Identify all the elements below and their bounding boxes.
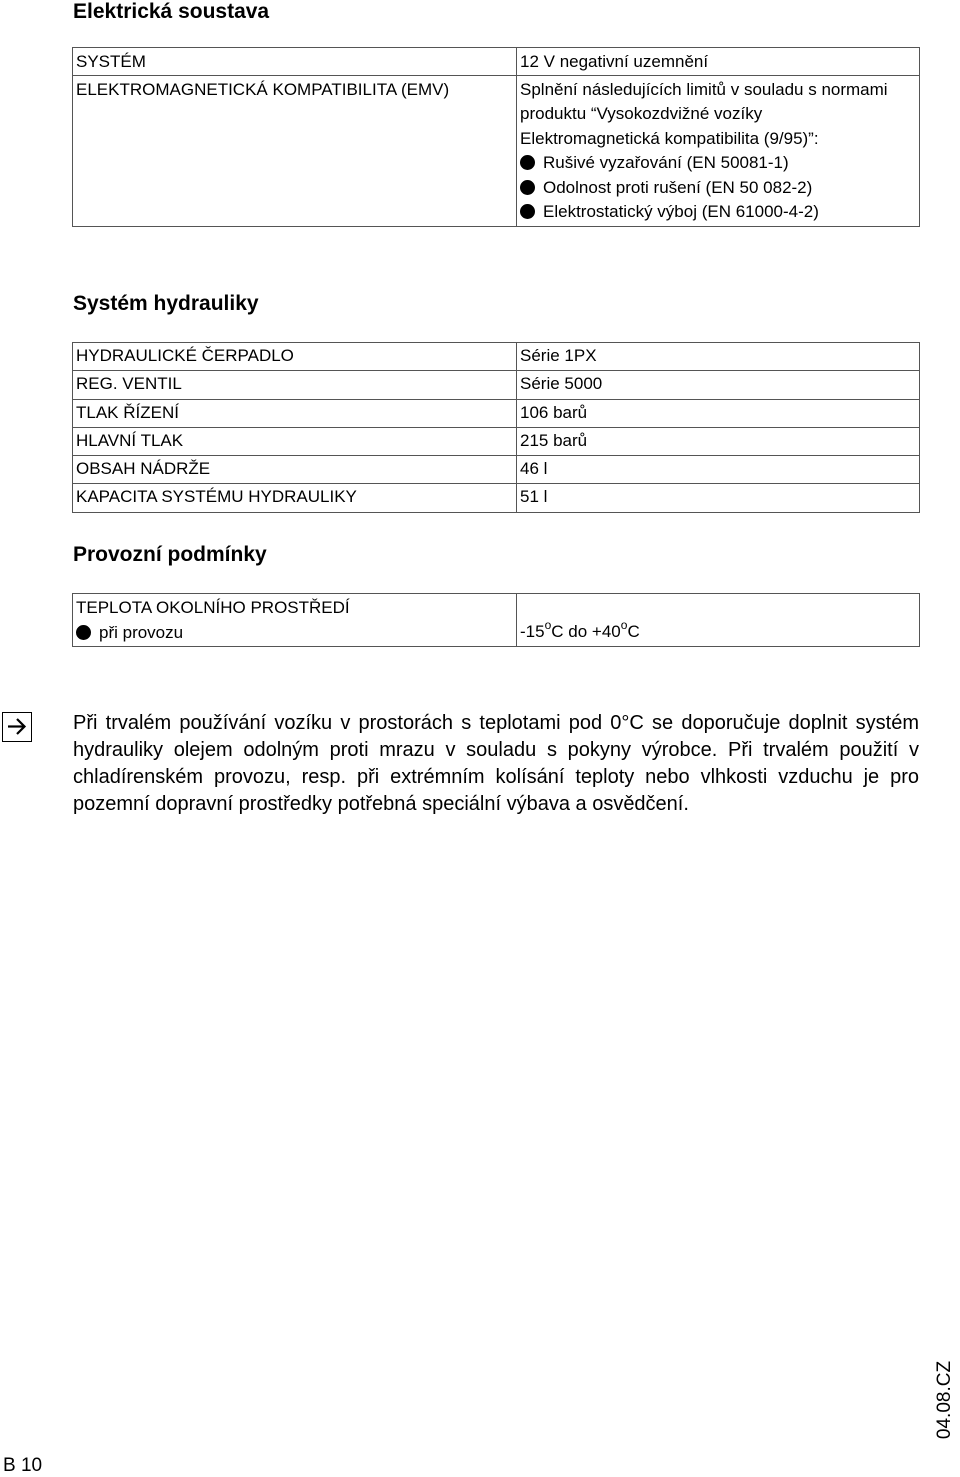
row-value: 106 barů (517, 399, 920, 427)
row-value: 46 l (517, 456, 920, 484)
list-item (520, 176, 916, 201)
temp-min: -15 (520, 621, 545, 641)
temp-unit: C (627, 621, 640, 641)
hydraulics-table (72, 342, 920, 513)
table-row (73, 48, 920, 76)
document-code: 04.08.CZ (934, 1360, 955, 1440)
emv-intro: Splnění následujících limitů v souladu s normami produktu “Vysokozdvižné vozíky Elektromagnetická kompatibilita (9/95)”: (520, 79, 888, 148)
section-title-electrical: Elektrická soustava (73, 0, 270, 23)
row-label: SYSTÉM (73, 48, 517, 76)
row-value: 12 V negativní uzemnění (517, 48, 920, 76)
row-value: 51 l (517, 484, 920, 512)
row-value (517, 75, 920, 226)
bullet-text: Rušivé vyzařování (EN 50081-1) (543, 153, 789, 172)
row-value: Série 5000 (517, 371, 920, 399)
row-value: 215 barů (517, 427, 920, 455)
temp-label: TEPLOTA OKOLNÍHO PROSTŘEDÍ (76, 598, 350, 617)
note-text: Při trvalém používání vozíku v prostorách s teplotami pod 0°C se doporučuje doplnit systém hydrauliky olejem odolným proti mrazu v souladu s pokyny výrobce. Při trvalém použití v chladírenském provozu, resp. při extrémním kolísání teploty nebo vlhkosti vzduchu je pro pozemní dopravní prostředky potřebná speciální výbava a osvědčení. (73, 712, 919, 815)
bullet-icon (520, 204, 535, 219)
row-value (517, 594, 920, 647)
row-label (73, 75, 517, 226)
bullet-icon (520, 180, 535, 195)
row-label (73, 594, 517, 647)
operating-table (72, 593, 920, 647)
temp-mid: C do +40 (551, 621, 621, 641)
table-row (73, 399, 920, 427)
bullet-text: Elektrostatický výboj (EN 61000-4-2) (543, 202, 819, 221)
table-row (73, 484, 920, 512)
bullet-icon (76, 625, 91, 640)
table-row (73, 594, 920, 647)
table-row (73, 75, 920, 226)
bullet-icon (520, 155, 535, 170)
bullet-text: Odolnost proti rušení (EN 50 082-2) (543, 177, 813, 197)
row-label: HLAVNÍ TLAK (73, 427, 517, 455)
list-item (520, 200, 916, 225)
row-label: HYDRAULICKÉ ČERPADLO (73, 343, 517, 371)
table-row (73, 371, 920, 399)
section-title-operating: Provozní podmínky (73, 543, 267, 566)
electrical-table (72, 47, 920, 227)
row-value: Série 1PX (517, 343, 920, 371)
page-number: B 10 (3, 1455, 43, 1476)
degree-sign: o (544, 617, 552, 632)
table-row (73, 427, 920, 455)
emv-label: ELEKTROMAGNETICKÁ KOMPATIBILITA (EMV) (76, 79, 450, 99)
list-item (520, 151, 916, 176)
row-label: REG. VENTIL (73, 371, 517, 399)
arrow-right-icon (2, 712, 32, 742)
table-row (73, 343, 920, 371)
row-label: OBSAH NÁDRŽE (73, 456, 517, 484)
row-label: KAPACITA SYSTÉMU HYDRAULIKY (73, 484, 517, 512)
section-title-hydraulics: Systém hydrauliky (73, 292, 259, 315)
degree-sign: o (620, 617, 628, 632)
bullet-text: při provozu (99, 622, 184, 642)
list-item (76, 621, 513, 646)
row-label: TLAK ŘÍZENÍ (73, 399, 517, 427)
table-row (73, 456, 920, 484)
